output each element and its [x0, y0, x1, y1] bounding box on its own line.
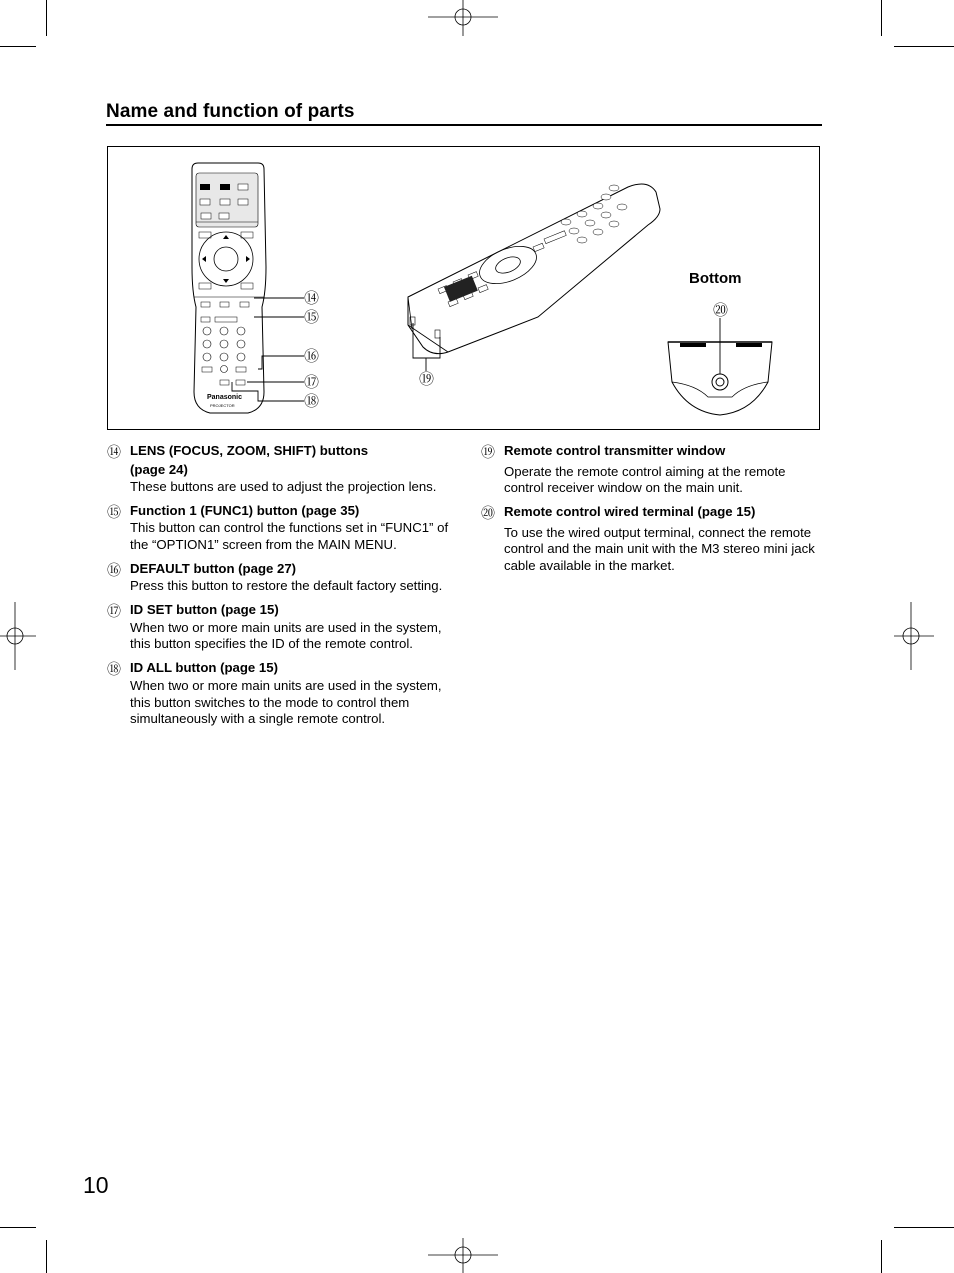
- crop-mark: [894, 1227, 954, 1228]
- descriptions-left: [107, 443, 452, 735]
- item-description: When two or more main units are used in the system, this button switches to the mode to control them simultaneously with a single remote control.: [130, 677, 442, 727]
- remote-sub: PROJECTOR: [210, 403, 235, 408]
- registration-mark-left: [0, 602, 36, 670]
- callout-18: ⑱: [304, 393, 320, 410]
- crop-mark: [46, 1240, 47, 1273]
- page-title: Name and function of parts: [106, 101, 355, 122]
- registration-mark-top: [428, 0, 498, 36]
- callout-17: ⑰: [304, 374, 320, 391]
- callout-20: ⑳: [713, 302, 729, 319]
- list-item: [481, 443, 816, 497]
- callout-16: ⑯: [304, 348, 320, 365]
- crop-mark: [881, 0, 882, 36]
- crop-mark: [46, 0, 47, 36]
- item-title: Function 1 (FUNC1) button (page 35): [130, 502, 360, 518]
- crop-mark: [0, 46, 36, 47]
- list-item: [107, 443, 452, 496]
- descriptions-right: [481, 443, 816, 582]
- crop-mark: [0, 1227, 36, 1228]
- crop-mark: [881, 1240, 882, 1273]
- item-description: These buttons are used to adjust the projection lens.: [130, 479, 437, 494]
- item-number: ⑰: [107, 603, 121, 620]
- item-number: ⑮: [107, 503, 121, 520]
- crop-mark: [894, 46, 954, 47]
- item-title: ID SET button (page 15): [130, 602, 279, 618]
- remote-brand: Panasonic: [207, 394, 243, 401]
- list-item: [107, 561, 452, 595]
- list-item: [481, 504, 816, 575]
- item-number: ⑭: [107, 444, 121, 460]
- item-number: ⑲: [481, 444, 495, 460]
- figure-box: [107, 146, 820, 430]
- callout-14: ⑭: [304, 290, 320, 307]
- bottom-label: Bottom: [689, 270, 742, 287]
- item-description: Operate the remote control aiming at the remote control receiver window on the main unit.: [504, 463, 786, 496]
- item-number: ⑳: [481, 505, 495, 522]
- page-number: 10: [83, 1172, 109, 1198]
- item-description: Press this button to restore the default factory setting.: [130, 578, 443, 594]
- item-title-page: (page 24): [130, 461, 188, 477]
- item-title: Remote control wired terminal (page 15): [504, 504, 756, 520]
- callout-leaders-front: [232, 298, 304, 401]
- item-title: Remote control transmitter window: [504, 443, 726, 458]
- item-title: LENS (FOCUS, ZOOM, SHIFT) buttons: [130, 443, 369, 458]
- list-item: [107, 660, 452, 728]
- item-title: ID ALL button (page 15): [130, 660, 278, 676]
- item-title: DEFAULT button (page 27): [130, 560, 297, 576]
- item-description: When two or more main units are used in the system, this button specifies the ID of the remote control.: [130, 619, 442, 652]
- list-item: [107, 503, 452, 554]
- remote-angled: [408, 184, 660, 354]
- list-item: [107, 602, 452, 653]
- callout-15: ⑮: [304, 309, 320, 326]
- item-description: To use the wired output terminal, connect the remote control and the main unit with the M3 stereo mini jack cable available in the market.: [504, 524, 815, 574]
- registration-mark-bottom: [428, 1238, 498, 1273]
- item-number: ⑱: [107, 661, 121, 678]
- title-rule: [106, 124, 822, 126]
- item-description: This button can control the functions set in “FUNC1” of the “OPTION1” screen from the MAIN MENU.: [130, 520, 449, 553]
- registration-mark-right: [894, 602, 934, 670]
- item-number: ⑯: [107, 561, 121, 578]
- remote-front: [192, 163, 266, 413]
- remote-illustration: [108, 147, 821, 431]
- callout-19: ⑲: [419, 371, 435, 388]
